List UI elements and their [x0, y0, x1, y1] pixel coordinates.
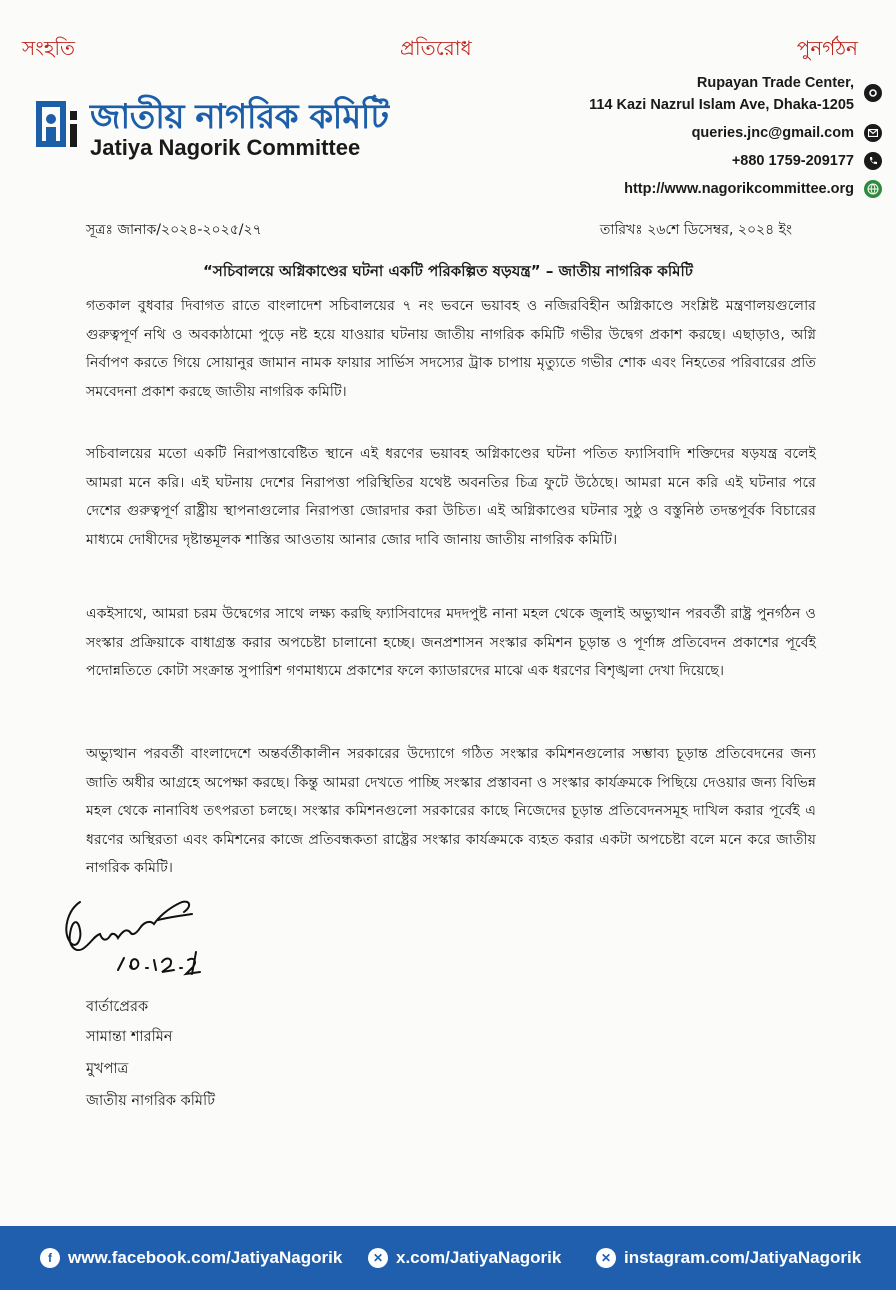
motto-resistance: প্রতিরোধ [400, 36, 472, 60]
website-url[interactable]: http://www.nagorikcommittee.org [624, 181, 854, 197]
address-row [462, 72, 882, 116]
contact-block [462, 72, 882, 202]
address-line-2: 114 Kazi Nazrul Islam Ave, Dhaka-1205 [589, 97, 854, 113]
x-url: x.com/JatiyaNagorik [396, 1248, 562, 1267]
facebook-url: www.facebook.com/JatiyaNagorik [68, 1248, 343, 1267]
facebook-link[interactable] [40, 1248, 342, 1268]
facebook-icon: f [40, 1248, 60, 1268]
reference-number: সূত্রঃ জানাক/২০২৪-২০২৫/২৭ [86, 222, 262, 238]
sender-organization: জাতীয় নাগরিক কমিটি [86, 1093, 215, 1109]
email-icon [864, 124, 882, 142]
website-row [462, 178, 882, 200]
logo-mark-icon [34, 97, 80, 155]
handwritten-signature [58, 890, 238, 1000]
email-address[interactable]: queries.jnc@gmail.com [691, 125, 854, 141]
org-name-english: Jatiya Nagorik Committee [90, 135, 361, 160]
sender-title: মুখপাত্র [86, 1061, 129, 1077]
org-name-bengali: জাতীয় নাগরিক কমিটি [90, 97, 389, 137]
instagram-url: instagram.com/JatiyaNagorik [624, 1248, 862, 1267]
footer-social-bar [0, 1226, 896, 1290]
x-icon: ✕ [368, 1248, 388, 1268]
instagram-link[interactable] [596, 1248, 861, 1268]
x-link[interactable] [368, 1248, 561, 1268]
location-icon [864, 84, 882, 102]
phone-row [462, 150, 882, 172]
letter-date: তারিখঃ ২৬শে ডিসেম্বর, ২০২৪ ইং [599, 222, 792, 238]
address-line-1: Rupayan Trade Center, [696, 75, 854, 91]
body-paragraph-3: একইসাথে, আমরা চরম উদ্বেগের সাথে লক্ষ্য করছি ফ্যাসিবাদের মদদপুষ্ট নানা মহল থেকে জুলাই অভ্যুত্থান পরবর্তী রাষ্ট্র পুনর্গঠন ও সংস্কার প্রক্রিয়াকে বাধাগ্রস্ত করার অপচেষ্টা চালানো হচ্ছে। জনপ্রশাসন সংস্কার কমিশন চূড়ান্ত ও পূর্ণাঙ্গ প্রতিবেদন প্রকাশের পূর্বেই পদোন্নতিতে কোটা সংক্রান্ত সুপারিশ গণমাধ্যমে প্রকাশের ফলে ক্যাডারদের মাঝে এক ধরণের বিশৃঙ্খলা দেখা দিয়েছে। [86, 606, 816, 679]
instagram-icon: ✕ [596, 1248, 616, 1268]
motto-reconstruction: পুনর্গঠন [796, 36, 858, 60]
sender-role: বার্তাপ্রেরক [86, 999, 149, 1015]
press-release-title: “সচিবালয়ে অগ্নিকাণ্ডের ঘটনা একটি পরিকল্পিত ষড়যন্ত্র” – জাতীয় নাগরিক কমিটি [203, 262, 693, 280]
body-paragraph-2: সচিবালয়ের মতো একটি নিরাপত্তাবেষ্টিত স্থানে এই ধরণের ভয়াবহ অগ্নিকাণ্ডের ঘটনা পতিত ফ্যাসিবাদি শক্তিদের ষড়যন্ত্র বলেই আমরা মনে করি। এই ঘটনায় দেশের নিরাপত্তা পরিস্থিতির যথেষ্ট অবনতির চিত্র ফুটে উঠেছে। আমরা মনে করি এই ঘটনার পরে দেশের গুরুত্বপূর্ণ রাষ্ট্রীয় স্থাপনাগুলোর নিরাপত্তা জোরদার করা উচিত। এই অগ্নিকাণ্ডের ঘটনার সুষ্ঠু ও বস্তুনিষ্ঠ তদন্তপূর্বক বিচারের মাধ্যমে দোষীদের দৃষ্টান্তমূলক শাস্তির আওতায় আনার জোর দাবি জানায় জাতীয় নাগরিক কমিটি। [86, 446, 816, 548]
phone-number[interactable]: +880 1759-209177 [731, 153, 854, 169]
organization-logo [34, 95, 394, 165]
phone-icon [864, 152, 882, 170]
motto-solidarity: সংহতি [22, 36, 76, 60]
email-row [462, 122, 882, 144]
sender-name: সামান্তা শারমিন [86, 1029, 173, 1045]
globe-icon [864, 180, 882, 198]
body-paragraph-1: গতকাল বুধবার দিবাগত রাতে বাংলাদেশ সচিবালয়ের ৭ নং ভবনে ভয়াবহ ও নজিরবিহীন অগ্নিকাণ্ডে সংশ্লিষ্ট মন্ত্রণালয়গুলোর গুরুত্বপূর্ণ নথি ও অবকাঠামো পুড়ে নষ্ট হয়ে যাওয়ার ঘটনায় জাতীয় নাগরিক কমিটি গভীর উদ্বেগ প্রকাশ করছে। এছাড়াও, অগ্নি নির্বাপণ করতে গিয়ে সোয়ানুর জামান নামক ফায়ার সার্ভিস সদস্যের ট্রাক চাপায় মৃত্যুতে গভীর শোক এবং নিহতের পরিবারের প্রতি সমবেদনা প্রকাশ করছে জাতীয় নাগরিক কমিটি। [86, 298, 816, 400]
body-paragraph-4: অভ্যুত্থান পরবর্তী বাংলাদেশে অন্তর্বর্তীকালীন সরকারের উদ্যোগে গঠিত সংস্কার কমিশনগুলোর সম্ভাব্য চূড়ান্ত প্রতিবেদনের জন্য জাতি অধীর আগ্রহে অপেক্ষা করছে। কিন্তু আমরা দেখতে পাচ্ছি সংস্কার প্রস্তাবনা ও সংস্কার কার্যক্রমকে পিছিয়ে দেওয়ার জন্য বিভিন্ন মহল থেকে নানাবিধ তৎপরতা চলছে। সংস্কার কমিশনগুলো সরকারের কাছে নিজেদের চূড়ান্ত প্রতিবেদনসমূহ দাখিল করার পূর্বেই এ ধরণের অস্থিরতা এবং কমিশনের কাজে প্রতিবন্ধকতা রাষ্ট্রের সংস্কার কার্যক্রমকে ব্যহত করার একটা অপচেষ্টা বলে মনে করে জাতীয় নাগরিক কমিটি। [86, 746, 816, 876]
